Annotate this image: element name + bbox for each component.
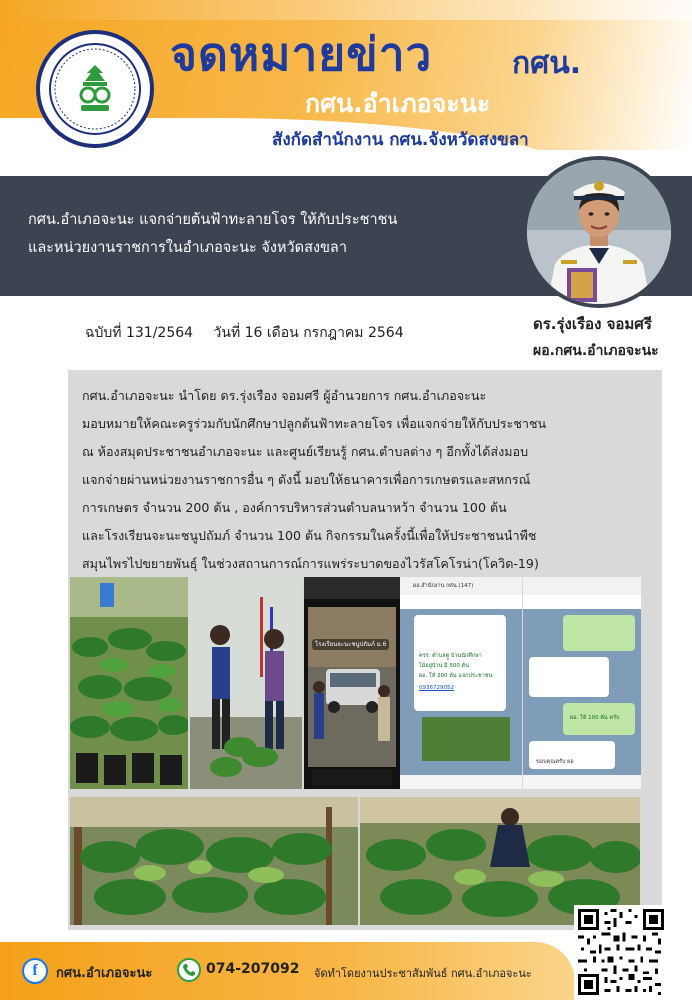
chat-message: ผอ. ให้ 100 ต้น ครับ xyxy=(570,715,620,721)
chat-message: ผอ. ให้ 200 ต้น แจกประชาชน xyxy=(419,673,493,679)
director-position: ผอ.กศน.อำเภอจะนะ xyxy=(533,343,659,359)
newsletter-title-suffix: กศน. xyxy=(512,46,582,81)
headline-text xyxy=(28,206,498,262)
photo-chat-screenshot-2 xyxy=(523,577,641,789)
article-body xyxy=(82,382,642,578)
chat-message: ครร. ตำบลตูู บ้านนักศึกษา xyxy=(419,653,482,659)
phone-icon[interactable] xyxy=(177,958,201,982)
director-portrait xyxy=(523,156,675,308)
issue-number: ฉบับที่ 131/2564 xyxy=(85,325,194,341)
newsletter-title: จดหมายข่าว xyxy=(170,27,433,81)
article-line: การเกษตร จำนวน 200 ต้น , องค์การบริหารส่วนตำบลนาหว้า จำนวน 100 ต้น xyxy=(82,500,507,515)
article-line: แจกจ่ายผ่านหน่วยงานราชการอื่น ๆ ดังนี้ มอบให้ธนาคารเพื่อการเกษตรและสหกรณ์ xyxy=(82,472,531,487)
photo-staff-handover xyxy=(190,577,302,789)
chat-phone-link: 0936729052 xyxy=(419,685,454,691)
photo-chat-screenshot-1 xyxy=(400,577,522,789)
article-line: กศน.อำเภอจะนะ นำโดย ดร.รุ่งเรือง จอมศรี ผู้อำนวยการ กศน.อำเภอจะนะ xyxy=(82,388,487,403)
article-line: สมุนไพรไปขยายพันธุ์ ในช่วงสถานการณ์การแพร่ระบาดของไวรัสโคโรน่า(โควิด-19) xyxy=(82,556,539,571)
chat-title: ผอ.สำนักงาน กศน.(147) xyxy=(413,583,474,589)
nfe-office-seal-icon xyxy=(36,30,154,148)
chat-message: ขอบคุณครับ ผอ xyxy=(536,759,574,765)
photo-seedlings-1 xyxy=(70,577,188,789)
photo-nursery-1 xyxy=(70,797,358,925)
issue-date: วันที่ 16 เดือน กรกฎาคม 2564 xyxy=(213,325,404,341)
chat-message: ไม้อยู่บ้าน มี 500 ต้น xyxy=(419,663,469,669)
facebook-icon[interactable]: f xyxy=(22,958,48,984)
headline-line-2: และหน่วยงานราชการในอำเภอจะนะ จังหวัดสงขลา xyxy=(28,240,347,256)
footer-credit: จัดทำโดยงานประชาสัมพันธ์ กศน.อำเภอจะนะ xyxy=(314,967,532,980)
photo-school-delivery xyxy=(304,577,400,789)
article-line: และโรงเรียนจะนะชนูปถัมภ์ จำนวน 100 ต้น กิจกรรมในครั้งนี้เพื่อให้ประชาชนนำพืช xyxy=(82,528,537,543)
issue-info xyxy=(85,322,420,344)
header-highlight xyxy=(0,0,692,20)
phone-number[interactable]: 074-207092 xyxy=(206,961,300,977)
qr-code-icon[interactable] xyxy=(574,905,668,999)
seal-ring xyxy=(49,43,141,135)
article-line: ณ ห้องสมุดประชาชนอำเภอจะนะ และศูนย์เรียนรู้ กศน.ตำบลต่าง ๆ อีกทั้งได้ส่งมอบ xyxy=(82,444,529,459)
director-name: ดร.รุ่งเรือง จอมศรี xyxy=(533,315,652,333)
affiliation: สังกัดสำนักงาน กศน.จังหวัดสงขลา xyxy=(272,130,529,150)
headline-line-1: กศน.อำเภอจะนะ แจกจ่ายต้นฟ้าทะลายโจร ให้กับประชาชน xyxy=(28,212,398,228)
facebook-page-name[interactable]: กศน.อำเภอจะนะ xyxy=(56,966,153,981)
office-name: กศน.อำเภอจะนะ xyxy=(305,89,491,118)
photo-caption-banner: โรงเรียนจะนะชนูปถัมภ์ ม.6 xyxy=(312,639,389,650)
article-line: มอบหมายให้คณะครูร่วมกับนักศึกษาปลูกต้นฟ้าทะลายโจร เพื่อแจกจ่ายให้กับประชาชน xyxy=(82,416,547,431)
